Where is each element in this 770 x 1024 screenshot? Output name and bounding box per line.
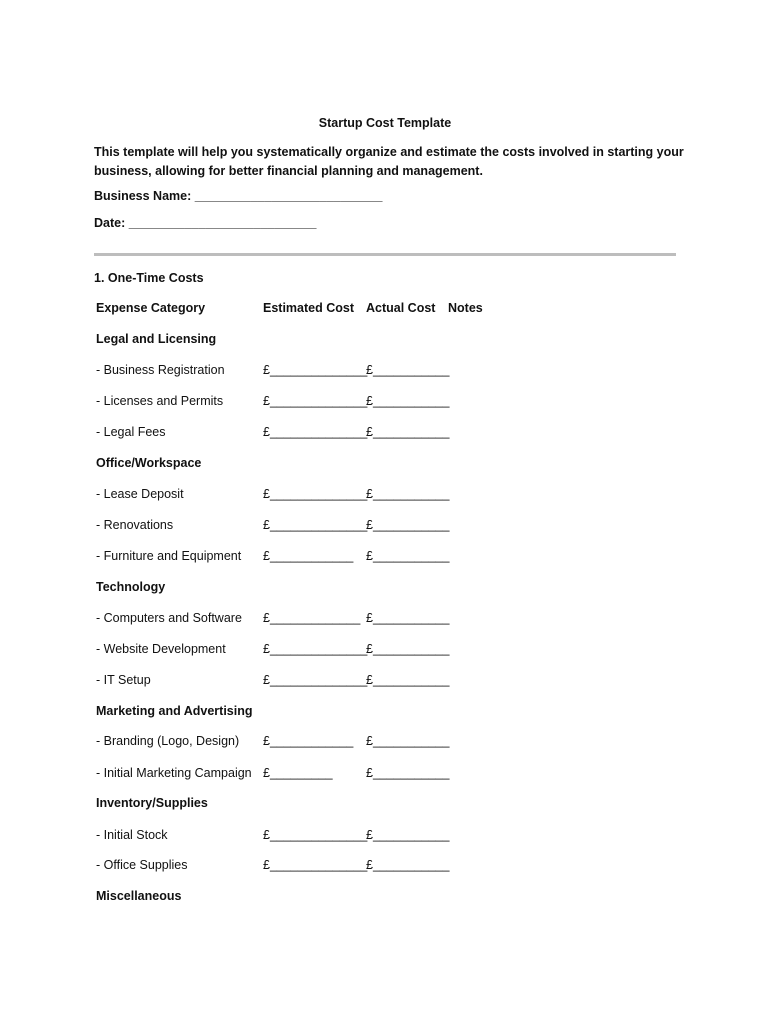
estimated-cost-blank: £______________ xyxy=(263,394,368,408)
category-label: Office/Workspace xyxy=(96,456,202,470)
estimated-cost-blank: £____________ xyxy=(263,549,354,563)
category-label: Technology xyxy=(96,580,166,594)
actual-cost-blank: £___________ xyxy=(366,363,450,377)
item-label: - Office Supplies xyxy=(96,858,188,872)
item-label: - Licenses and Permits xyxy=(96,394,224,408)
header-estimated-cost: Estimated Cost xyxy=(263,301,354,315)
estimated-cost-blank: £______________ xyxy=(263,642,368,656)
actual-cost-blank: £___________ xyxy=(366,642,450,656)
actual-cost-blank: £___________ xyxy=(366,858,450,872)
item-label: - Furniture and Equipment xyxy=(96,549,242,563)
estimated-cost-blank: £______________ xyxy=(263,425,368,439)
estimated-cost-blank: £______________ xyxy=(263,673,368,687)
item-label: - Business Registration xyxy=(96,363,225,377)
date-field: Date: ___________________________ xyxy=(94,216,317,230)
item-label: - Initial Marketing Campaign xyxy=(96,766,252,780)
intro-paragraph: This template will help you systematically organize and estimate the costs involved in starting your business, allowing for better financial planning and management. xyxy=(94,145,684,178)
item-label: - IT Setup xyxy=(96,673,151,687)
actual-cost-blank: £___________ xyxy=(366,734,450,748)
header-notes: Notes xyxy=(448,301,483,315)
header-expense-category: Expense Category xyxy=(96,301,206,315)
actual-cost-blank: £___________ xyxy=(366,518,450,532)
actual-cost-blank: £___________ xyxy=(366,766,450,780)
actual-cost-blank: £___________ xyxy=(366,394,450,408)
category-label: Marketing and Advertising xyxy=(96,704,253,718)
item-label: - Branding (Logo, Design) xyxy=(96,734,240,748)
section-title: 1. One-Time Costs xyxy=(94,271,204,285)
estimated-cost-blank: £_________ xyxy=(263,766,333,780)
estimated-cost-blank: £______________ xyxy=(263,828,368,842)
estimated-cost-blank: £______________ xyxy=(263,518,368,532)
category-label: Miscellaneous xyxy=(96,889,182,903)
section-divider xyxy=(94,253,676,256)
estimated-cost-blank: £______________ xyxy=(263,487,368,501)
estimated-cost-blank: £______________ xyxy=(263,363,368,377)
category-label: Inventory/Supplies xyxy=(96,796,208,810)
actual-cost-blank: £___________ xyxy=(366,673,450,687)
actual-cost-blank: £___________ xyxy=(366,828,450,842)
business-name-field: Business Name: ___________________________ xyxy=(94,189,383,203)
item-label: - Computers and Software xyxy=(96,611,242,625)
estimated-cost-blank: £_____________ xyxy=(263,611,361,625)
document-title: Startup Cost Template xyxy=(318,116,452,130)
actual-cost-blank: £___________ xyxy=(366,425,450,439)
estimated-cost-blank: £____________ xyxy=(263,734,354,748)
header-actual-cost: Actual Cost xyxy=(366,301,436,315)
actual-cost-blank: £___________ xyxy=(366,487,450,501)
actual-cost-blank: £___________ xyxy=(366,549,450,563)
actual-cost-blank: £___________ xyxy=(366,611,450,625)
category-label: Legal and Licensing xyxy=(96,332,217,346)
estimated-cost-blank: £______________ xyxy=(263,858,368,872)
item-label: - Lease Deposit xyxy=(96,487,184,501)
item-label: - Renovations xyxy=(96,518,174,532)
item-label: - Initial Stock xyxy=(96,828,168,842)
item-label: - Website Development xyxy=(96,642,226,656)
item-label: - Legal Fees xyxy=(96,425,166,439)
